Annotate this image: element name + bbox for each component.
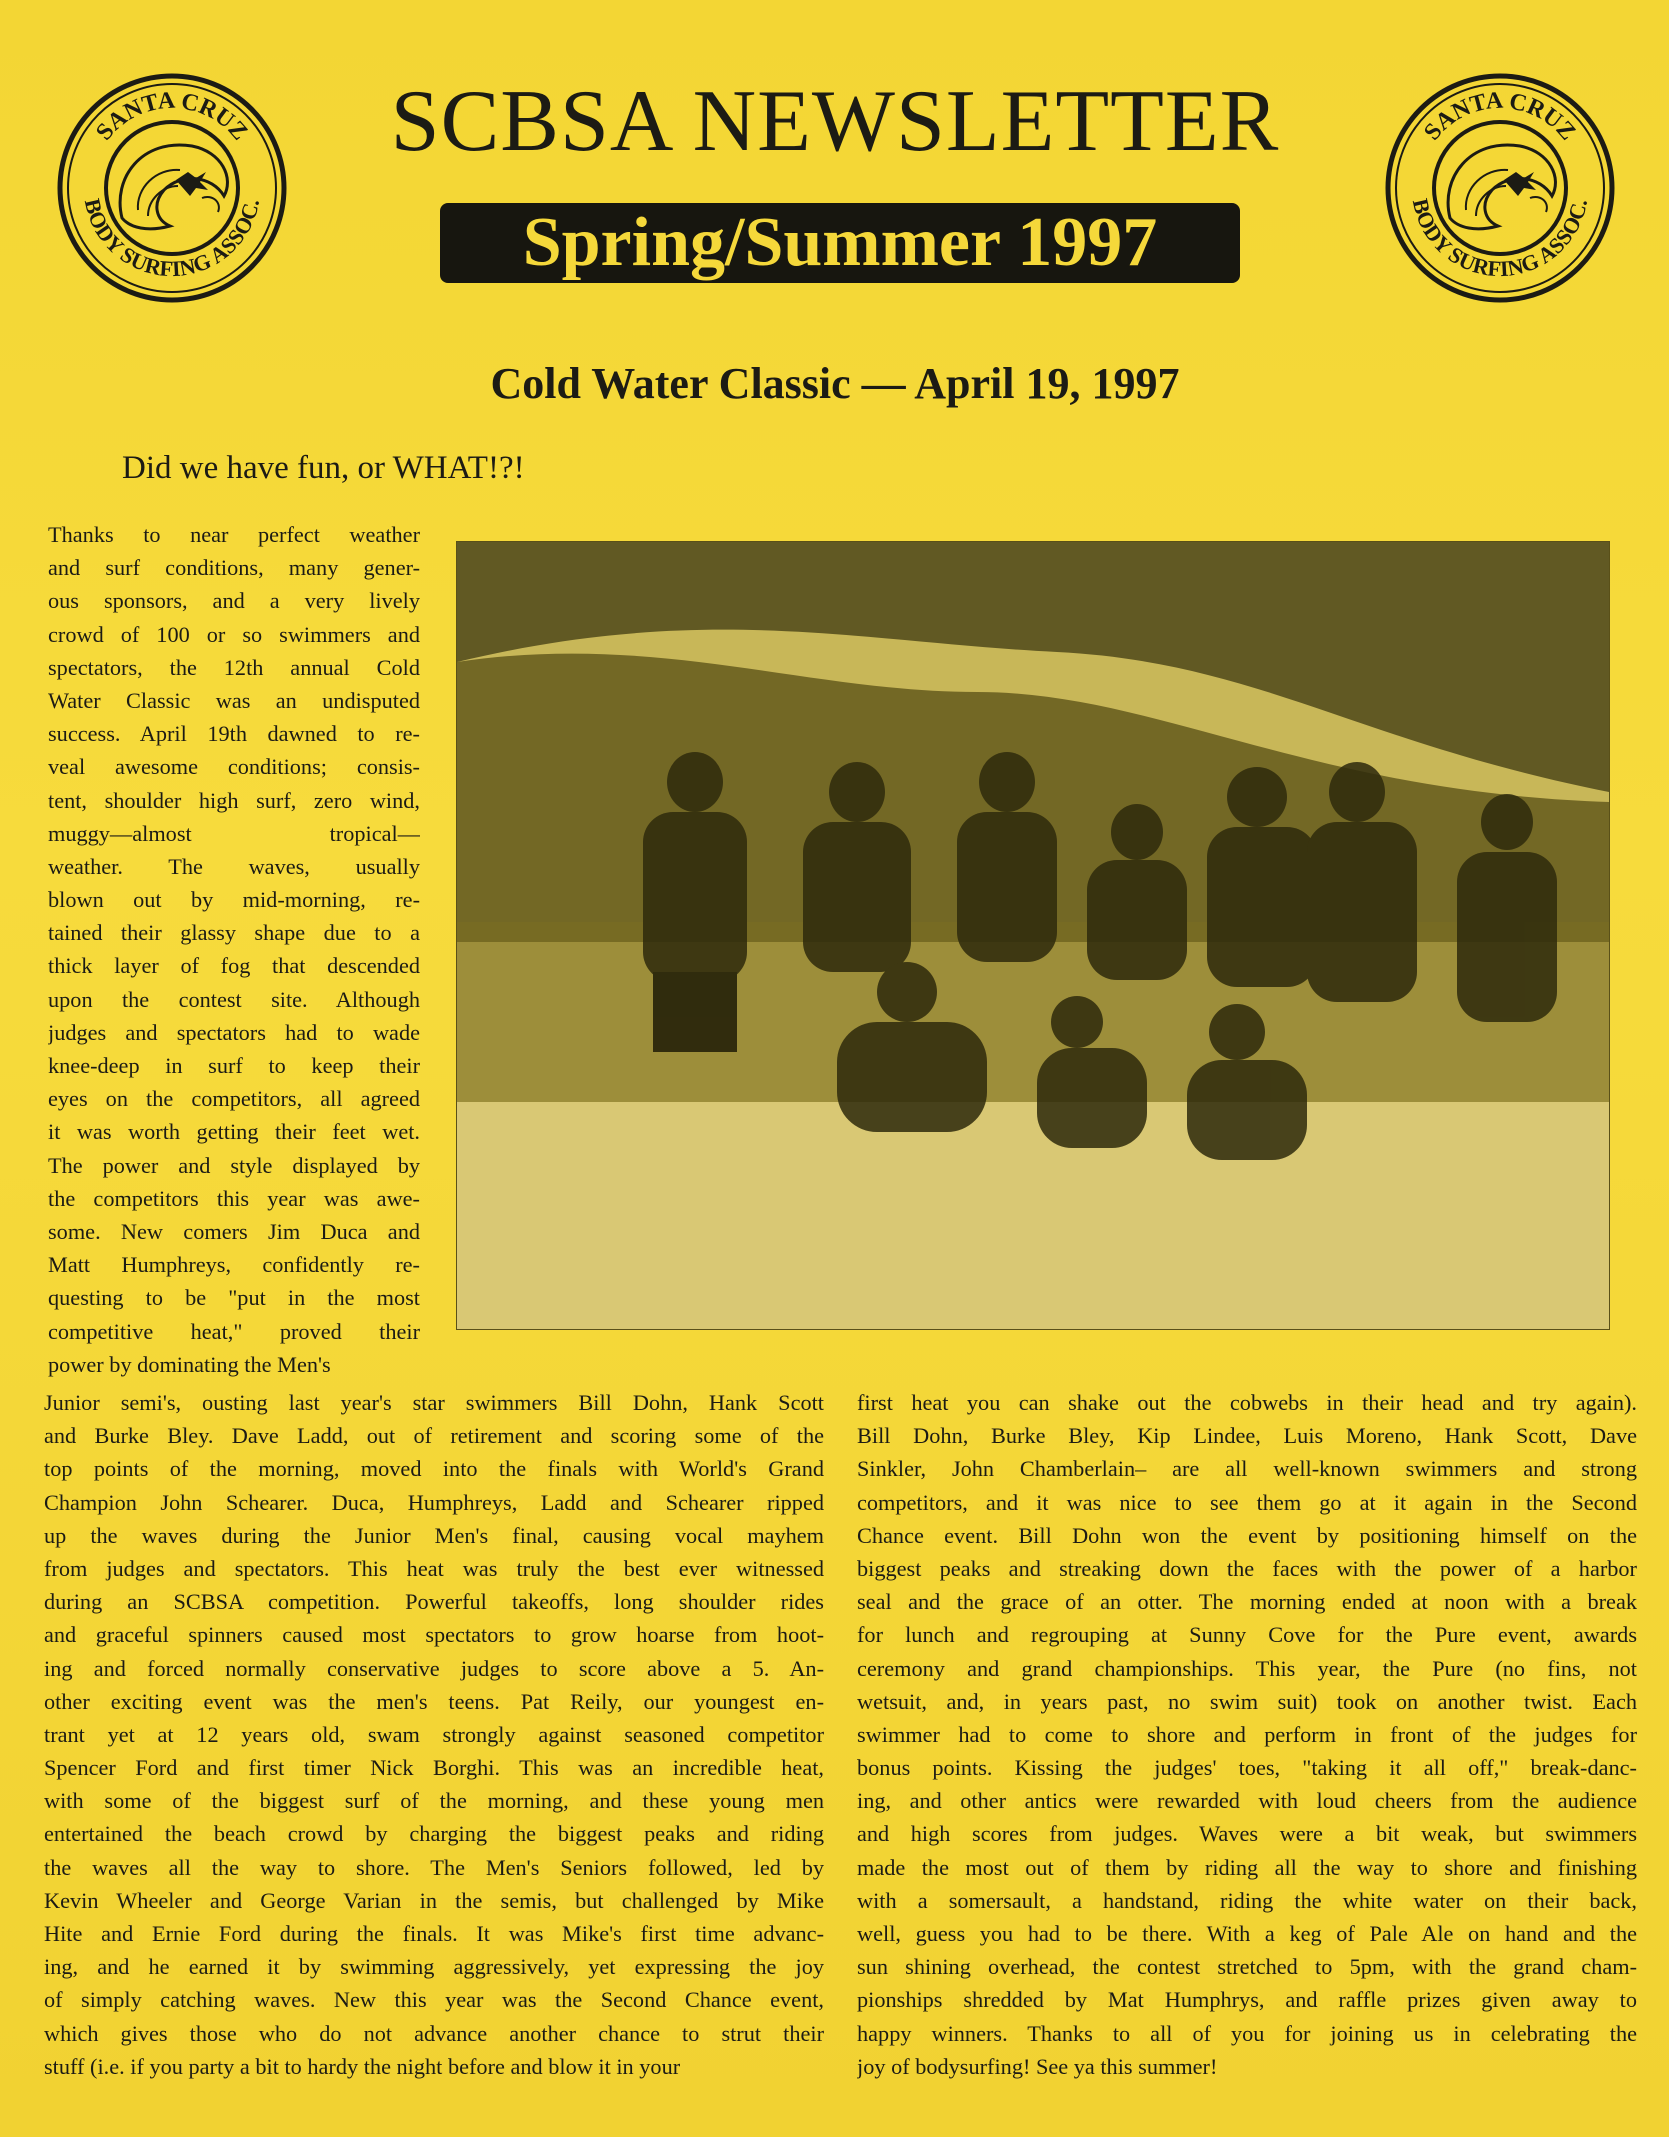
article-line: crowd of 100 or so swimmers and <box>48 621 420 647</box>
wave-surfer-emblem-icon <box>52 68 292 308</box>
article-line: and Burke Bley. Dave Ladd, out of retirement and scoring some of the <box>44 1423 824 1449</box>
article-line: other exciting event was the men's teens. Pat Reily, our youngest en- <box>44 1688 824 1714</box>
article-line: Chance event. Bill Dohn won the event by positioning himself on the <box>857 1522 1637 1548</box>
logo-top-text-left: SANTA CRUZ <box>91 87 253 146</box>
svg-text:SANTA CRUZ <box>1419 88 1580 146</box>
scbsa-logo-right <box>1380 68 1620 308</box>
article-line: Matt Humphreys, confidently re- <box>48 1252 420 1278</box>
scbsa-logo-left <box>52 68 292 308</box>
article-line: some. New comers Jim Duca and <box>48 1218 420 1244</box>
article-line: eyes on the competitors, all agreed <box>48 1086 420 1112</box>
group-photo-of-bodysurfers-on-beach-icon <box>457 542 1609 1329</box>
article-line: success. April 19th dawned to re- <box>48 721 420 747</box>
article-line: competitors, and it was nice to see them go at it again in the Second <box>857 1489 1637 1515</box>
article-line: Thanks to near perfect weather <box>48 522 420 547</box>
article-line: questing to be "put in the most <box>48 1285 420 1311</box>
logo-bottom-text-left: BODY SURFING ASSOC. <box>79 196 265 282</box>
article-line: veal awesome conditions; consis- <box>48 754 420 780</box>
article-line: Spencer Ford and first timer Nick Borghi. This was an incredible heat, <box>44 1755 824 1781</box>
article-line: trant yet at 12 years old, swam strongly against seasoned competitor <box>44 1721 824 1747</box>
article-line: Junior semi's, ousting last year's star swimmers Bill Dohn, Hank Scott <box>44 1390 824 1415</box>
article-line: during an SCBSA competition. Powerful takeoffs, long shoulder rides <box>44 1589 824 1615</box>
article-line: ing, and he earned it by swimming aggressively, yet expressing the joy <box>44 1954 824 1980</box>
article-line: with some of the biggest surf of the morning, and these young men <box>44 1788 824 1814</box>
article-line: the competitors this year was awe- <box>48 1185 420 1211</box>
article-line: entertained the beach crowd by charging the biggest peaks and riding <box>44 1821 824 1847</box>
article-line: swimmer had to come to shore and perform in front of the judges for <box>857 1721 1637 1747</box>
article-line: for lunch and regrouping at Sunny Cove for the Pure event, awards <box>857 1622 1637 1648</box>
article-column-left <box>44 1386 824 2083</box>
wave-surfer-emblem-icon <box>1380 68 1620 308</box>
article-line: well, guess you had to be there. With a keg of Pale Ale on hand and the <box>857 1921 1637 1946</box>
article-line: bonus points. Kissing the judges' toes, "taking it all off," break-danc- <box>857 1755 1637 1781</box>
article-line: stuff (i.e. if you party a bit to hardy the night before and blow it in your <box>44 2053 681 2079</box>
newsletter-masthead: SCBSA NEWSLETTER <box>390 73 1280 170</box>
logo-bottom-text-right: BODY SURFING ASSOC. <box>1407 196 1593 282</box>
article-line: with a somersault, a handstand, riding the white water on their back, <box>857 1887 1637 1913</box>
article-line: Water Classic was an undisputed <box>48 687 420 713</box>
article-line: the waves all the way to shore. The Men's Seniors followed, led by <box>44 1854 824 1880</box>
article-line: which gives those who do not advance another chance to strut their <box>44 2020 824 2046</box>
article-line: and surf conditions, many gener- <box>48 555 420 581</box>
article-column-right <box>857 1386 1637 2083</box>
article-line: blown out by mid-morning, re- <box>48 887 420 913</box>
article-line: joy of bodysurfing! See ya this summer! <box>857 2053 1218 2079</box>
article-line: ing, and other antics were rewarded with loud cheers from the audience <box>857 1788 1637 1814</box>
article-line: upon the contest site. Although <box>48 986 420 1012</box>
event-title: Cold Water Classic — April 19, 1997 <box>490 359 1180 408</box>
article-line: top points of the morning, moved into the finals with World's Grand <box>44 1456 824 1482</box>
article-line: made the most out of them by riding all the way to shore and finishing <box>857 1854 1637 1880</box>
article-line: first heat you can shake out the cobwebs in their head and try again). <box>857 1390 1637 1415</box>
article-line: tent, shoulder high surf, zero wind, <box>48 787 420 813</box>
article-line: and high scores from judges. Waves were a bit weak, but swimmers <box>857 1821 1637 1847</box>
issue-banner: Spring/Summer 1997 <box>440 203 1240 283</box>
article-line: pionships shredded by Mat Humphrys, and raffle prizes given away to <box>857 1987 1637 2013</box>
article-line: Bill Dohn, Burke Bley, Kip Lindee, Luis Moreno, Hank Scott, Dave <box>857 1423 1637 1449</box>
article-line: from judges and spectators. This heat was truly the best ever witnessed <box>44 1555 824 1581</box>
article-line: ing and forced normally conservative judges to score above a 5. An- <box>44 1655 824 1681</box>
article-line: Sinkler, John Chamberlain– are all well-known swimmers and strong <box>857 1456 1637 1482</box>
article-line: power by dominating the Men's <box>48 1351 331 1377</box>
article-line: The power and style displayed by <box>48 1152 420 1178</box>
article-line: and graceful spinners caused most spectators to grow hoarse from hoot- <box>44 1622 824 1648</box>
article-line: biggest peaks and streaking down the faces with the power of a harbor <box>857 1555 1637 1581</box>
article-line: Hite and Ernie Ford during the finals. It was Mike's first time advanc- <box>44 1921 824 1946</box>
article-line: wetsuit, and, in years past, no swim suit) took on another twist. Each <box>857 1688 1637 1714</box>
article-line: knee-deep in surf to keep their <box>48 1053 420 1078</box>
article-line: thick layer of fog that descended <box>48 953 420 979</box>
intro-line: Did we have fun, or WHAT!?! <box>122 450 525 486</box>
article-line: up the waves during the Junior Men's final, causing vocal mayhem <box>44 1522 824 1548</box>
article-line: judges and spectators had to wade <box>48 1019 420 1045</box>
article-line: Champion John Schearer. Duca, Humphreys, Ladd and Schearer ripped <box>44 1489 824 1515</box>
article-line: ceremony and grand championships. This year, the Pure (no fins, not <box>857 1655 1637 1681</box>
article-line: sun shining overhead, the contest stretched to 5pm, with the grand cham- <box>857 1954 1637 1980</box>
article-line: ous sponsors, and a very lively <box>48 588 420 614</box>
article-line: weather. The waves, usually <box>48 853 420 879</box>
article-line: of simply catching waves. New this year was the Second Chance event, <box>44 1987 824 2013</box>
article-line: competitive heat," proved their <box>48 1318 420 1344</box>
article-column-narrow <box>48 518 420 1381</box>
article-line: happy winners. Thanks to all of you for joining us in celebrating the <box>857 2020 1637 2046</box>
svg-text:SANTA CRUZ <box>91 88 252 146</box>
article-line: spectators, the 12th annual Cold <box>48 654 420 680</box>
article-line: Kevin Wheeler and George Varian in the semis, but challenged by Mike <box>44 1887 824 1913</box>
group-photo <box>456 541 1610 1330</box>
article-line: seal and the grace of an otter. The morning ended at noon with a break <box>857 1589 1637 1615</box>
article-line: tained their glassy shape due to a <box>48 920 420 946</box>
article-line: it was worth getting their feet wet. <box>48 1119 420 1145</box>
article-line: muggy—almost tropical— <box>48 820 420 846</box>
logo-top-text-right: SANTA CRUZ <box>1419 87 1581 146</box>
